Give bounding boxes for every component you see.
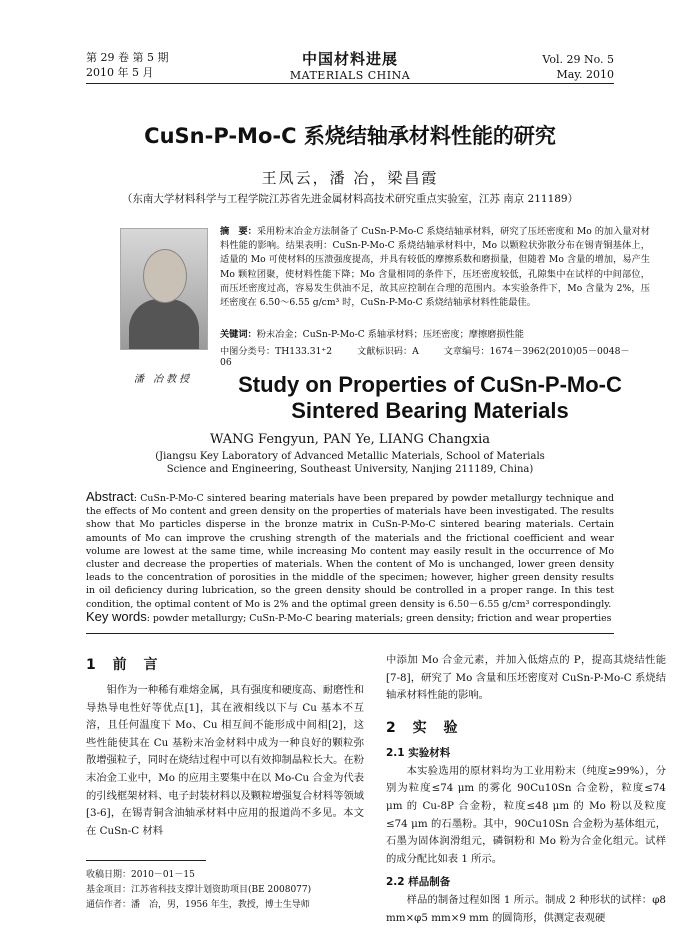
header-volume-cn [86,50,168,80]
subsection-materials: 2.1 实验材料 [386,746,451,759]
introduction-continued: 中添加 Mo 合金元素，并加入低熔点的 P，提高其烧结性能[7-8]，研究了 Mo 含量和压坯密度对 CuSn-P-Mo-C 系烧结轴承材料性能的影响。 [386,654,666,702]
keywords-en: Key words: powder metallurgy; CuSn-P-Mo-C bearing materials; green density; friction and wear properties [86,609,612,624]
affiliation-en [0,450,700,476]
footnote-rule [86,860,206,861]
photo-caption: 潘 冶教授 [133,374,193,385]
title-en: Study on Properties of CuSn-P-Mo-C Sintered Bearing Materials [238,372,622,423]
abstract-cn-label: 摘 要： [220,226,257,237]
column-right [386,652,666,928]
abstract-en-label: Abstract [86,489,134,504]
journal-name-en: MATERIALS CHINA [289,69,411,82]
footnote-fund: 基金项目：江苏省科技支撑计划资助项目(BE 2008077) [86,885,312,895]
affiliation-cn: （东南大学材料科学与工程学院江苏省先进金属材料高技术研究重点实验室，江苏 南京 211189） [121,193,579,205]
abstract-en-text: CuSn-P-Mo-C sintered bearing materials have been prepared by powder metallurgy technique and the effects of Mo content and green density on the properties of materials have been investigated. The results show that Mo particles disperse in the bronze matrix in CuSn-P-Mo-C sintered bearing materials. Certain amounts of Mo can improve the crushing strength of the materials and the frictional coefficient and wear volume are lowest at the same time, while increasing Mo content may easily result in the occurrence of Mo cluster and decrease the properties of materials. When the content of Mo is unchanged, lower green density leads to the concentration of porosities in the middle of the specimen; however, higher green density results in oil deficiency during lubrication, so the green density should be controlled in a proper range. In this test condition, the optimal content of Mo is 2% and the optimal green density is 6.50－6.55 g/cm³ correspondingly. [86,493,615,610]
document-code: 文献标识码：A [357,346,419,357]
affiliation-en-line1: (Jiangsu Key Laboratory of Advanced Metallic Materials, School of Materials [155,451,545,462]
section-heading-experiment: 2 实 验 [386,719,464,736]
affiliation-en-line2: Science and Engineering, Southeast University, Nanjing 211189, China) [166,464,534,475]
footnotes [86,868,386,913]
keywords-en-label: Key words [86,609,147,624]
header-volume-en [542,52,614,82]
classification-line [220,343,660,368]
materials-paragraph: 本实验选用的原材料均为工业用粉末（纯度≥99%），分别为粒度≤74 μm 的雾化 90Cu10Sn 合金粉，粒度≤74 μm 的 Cu-8P 合金粉，粒度≤48 μm 的 Mo 粉以及粒度≤74 μm 的石墨粉。其中，90Cu10Sn 合金粉为基体组元，石墨为固体润滑组元，磷铜粉和 Mo 粉为合金化组元。试样的成分配比如表 1 所示。 [386,764,666,865]
abstract-en: Abstract: CuSn-P-Mo-C sintered bearing materials have been prepared by powder metallurgy technique and the effects of Mo content and green density on the properties of materials have been investigated. The results show that Mo particles disperse in the bronze matrix in CuSn-P-Mo-C sintered bearing materials. Certain amounts of Mo can improve the crushing strength of the materials and the frictional coefficient and wear volume are lowest at the same time, while increasing Mo content may easily result in the occurrence of Mo cluster and decrease the properties of materials. When the content of Mo is unchanged, lower green density leads to the concentration of porosities in the middle of the specimen; however, higher green density results in oil deficiency during lubrication, so the green density should be controlled in a proper range. In this test condition, the optimal content of Mo is 2% and the optimal green density is 6.50－6.55 g/cm³ correspondingly. [86,489,615,610]
date-en: May. 2010 [556,68,614,81]
footnote-received: 收稿日期：2010－01－15 [86,870,195,880]
photo-face [143,249,187,303]
title-cn: CuSn-P-Mo-C 系烧结轴承材料性能的研究 [144,124,556,148]
clc-number: 中图分类号：TH133.31⁺2 [220,346,333,357]
sample-prep-paragraph: 样品的制备过程如图 1 所示。制成 2 种形状的试样：φ8 mm×φ5 mm×9 mm 的圆筒形，供测定表观硬 [386,894,666,924]
keywords-cn-label: 关键词： [220,329,257,340]
abstract-cn-text: 采用粉末冶金方法制备了 CuSn-P-Mo-C 系烧结轴承材料，研究了压坯密度和 Mo 的加入量对材料性能的影响。结果表明：CuSn-P-Mo-C 系烧结轴承材料中，Mo 以颗粒状弥散分布在锡青铜基体上，适量的 Mo 可使材料的压溃强度提高，并具有较低的摩擦系数和磨损量，但随着 Mo 含量的增加，易产生 Mo 颗粒团聚，使材料性能下降；Mo 含量相同的条件下，压坯密度较低，孔隙集中在试样的中间部位，而压坯密度过高，容易发生供油不足，故其应控制在合理的范围内。本实验条件下，Mo 含量为 2%，压坯密度在 6.50～6.55 g/cm³ 时，CuSn-P-Mo-C 系烧结轴承材料性能最佳。 [220,226,650,309]
date-cn: 2010 年 5 月 [86,66,154,79]
section-heading-introduction: 1 前 言 [86,657,164,673]
column-left [86,652,364,840]
volume-en: Vol. 29 No. 5 [542,53,614,66]
authors-cn: 王凤云，潘 冶，梁昌霞 [261,169,439,187]
keywords-cn-text: 粉末冶金；CuSn-P-Mo-C 系轴承材料；压坯密度；摩擦磨损性能 [256,329,524,340]
footnote-author: 通信作者：潘 冶，男，1956 年生，教授，博士生导师 [86,900,310,910]
keywords-cn [220,326,650,340]
article-number: 文章编号：1674－3962(2010)05－0048－06 [220,346,630,368]
volume-cn: 第 29 卷 第 5 期 [86,51,169,64]
authors-en: WANG Fengyun, PAN Ye, LIANG Changxia [210,432,490,447]
header-rule [86,83,614,84]
abstract-cn [220,225,650,310]
introduction-paragraph: 钼作为一种稀有难熔金属，具有强度和硬度高、耐磨性和导热导电性好等优点[1]，其在液相线以下与 Cu 基本不互溶，且任何温度下 Mo、Cu 相互间不能形成中间相[2]，这些性能使其在 Cu 基粉末冶金材料中成为一种良好的颗粒弥散增强粒子，同时在烧结过程中可以有效抑制晶粒长大。在粉末冶金工业中，Mo 的应用主要集中在以 Mo-Cu 合金为代表的引线框架材料、电子封装材料以及颗粒增强复合材料等领域[3-6]，在锡青铜含油轴承材料中应用的报道尚不多见。本文在 CuSn-C 材料 [86,684,365,837]
journal-title [250,48,450,82]
keywords-en-text: powder metallurgy; CuSn-P-Mo-C bearing materials; green density; friction and wear properties [152,613,612,624]
author-photo [120,228,208,350]
subsection-sample-prep: 2.2 样品制备 [386,876,451,889]
body-rule [86,633,614,634]
photo-body [129,299,199,350]
journal-name-cn: 中国材料进展 [301,50,398,68]
